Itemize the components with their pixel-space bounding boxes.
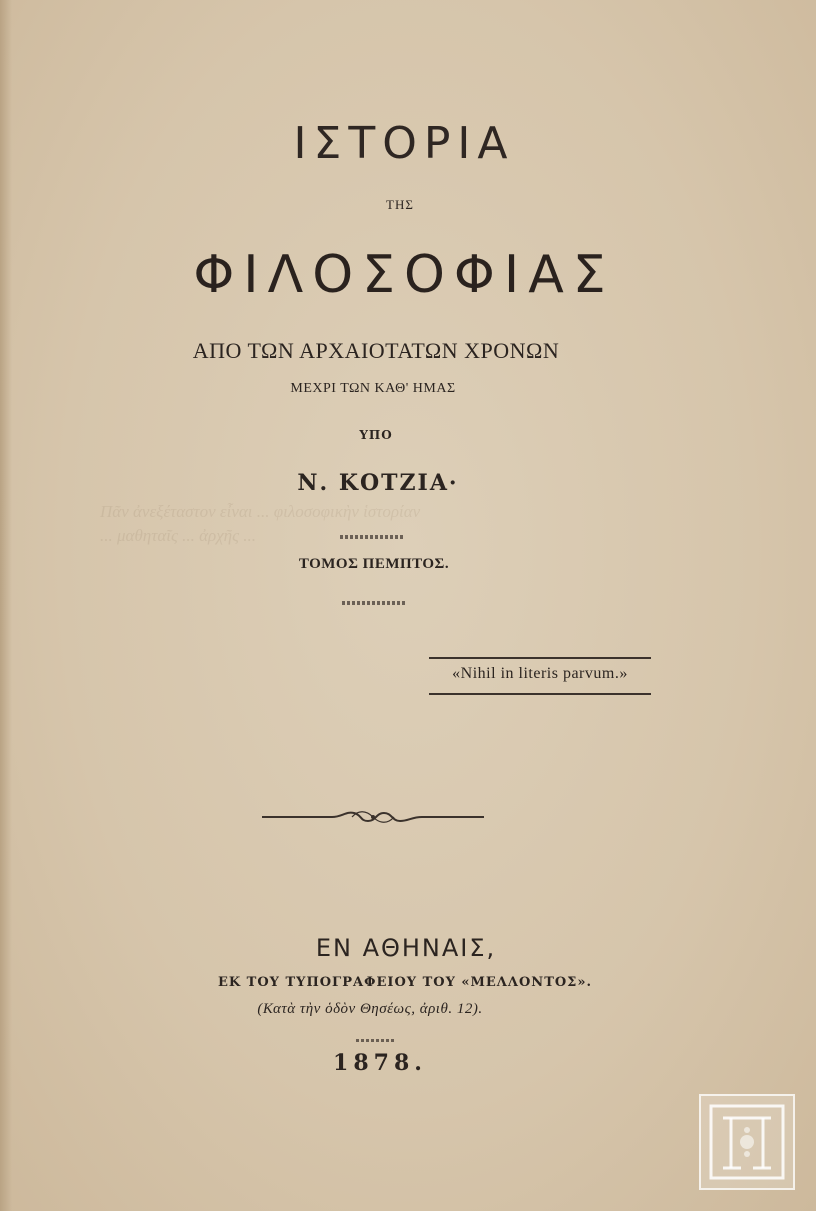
subtitle-line-2: ΜΕΧΡΙ ΤΩΝ ΚΑΘ' ΗΜΑΣ	[290, 381, 456, 396]
motto-text: «Nihil in literis parvum.»	[452, 665, 628, 682]
motto-box	[429, 657, 651, 695]
address-line: (Κατὰ τὴν ὁδὸν Θησέως, ἀριθ. 12).	[257, 1001, 483, 1017]
by-label: ΥΠΟ	[359, 428, 393, 442]
motto-bottom-rule	[429, 693, 651, 695]
decorative-ornament	[262, 808, 484, 826]
printer-line: ΕΚ ΤΟΥ ΤΥΠΟΓΡΑΦΕΙΟΥ ΤΟΥ «ΜΕΛΛΟΝΤΟΣ».	[217, 975, 593, 990]
author-name: Ν. ΚΟΤΖΙΑ·	[297, 470, 459, 496]
short-rule-3	[356, 1039, 396, 1042]
title-line-1: ΙΣΤΟΡΙΑ	[293, 118, 515, 169]
motto-top-rule	[429, 657, 651, 659]
library-monogram-stamp-icon	[699, 1094, 795, 1190]
show-through-text: Πᾶν ἀνεξέταστον εἶναι ... φιλοσοφικὴν ἱστορίαν ... μαθηταῖς ... ἀρχῆς ...	[100, 502, 421, 545]
title-line-2: ΤΗΣ	[386, 197, 414, 212]
page-edge-shadow	[0, 0, 12, 1211]
publication-year: 1878.	[333, 1050, 427, 1076]
city-line: ΕΝ ΑΘΗΝΑΙΣ,	[315, 934, 497, 962]
volume-label: ΤΟΜΟΣ ΠΕΜΠΤΟΣ.	[298, 556, 450, 572]
short-rule-1	[340, 535, 404, 539]
short-rule-2	[342, 601, 406, 605]
subtitle-line-1: ΑΠΟ ΤΩΝ ΑΡΧΑΙΟΤΑΤΩΝ ΧΡΟΝΩΝ	[192, 338, 560, 363]
title-line-3: ΦΙΛΟΣΟΦΙΑΣ	[193, 245, 615, 305]
